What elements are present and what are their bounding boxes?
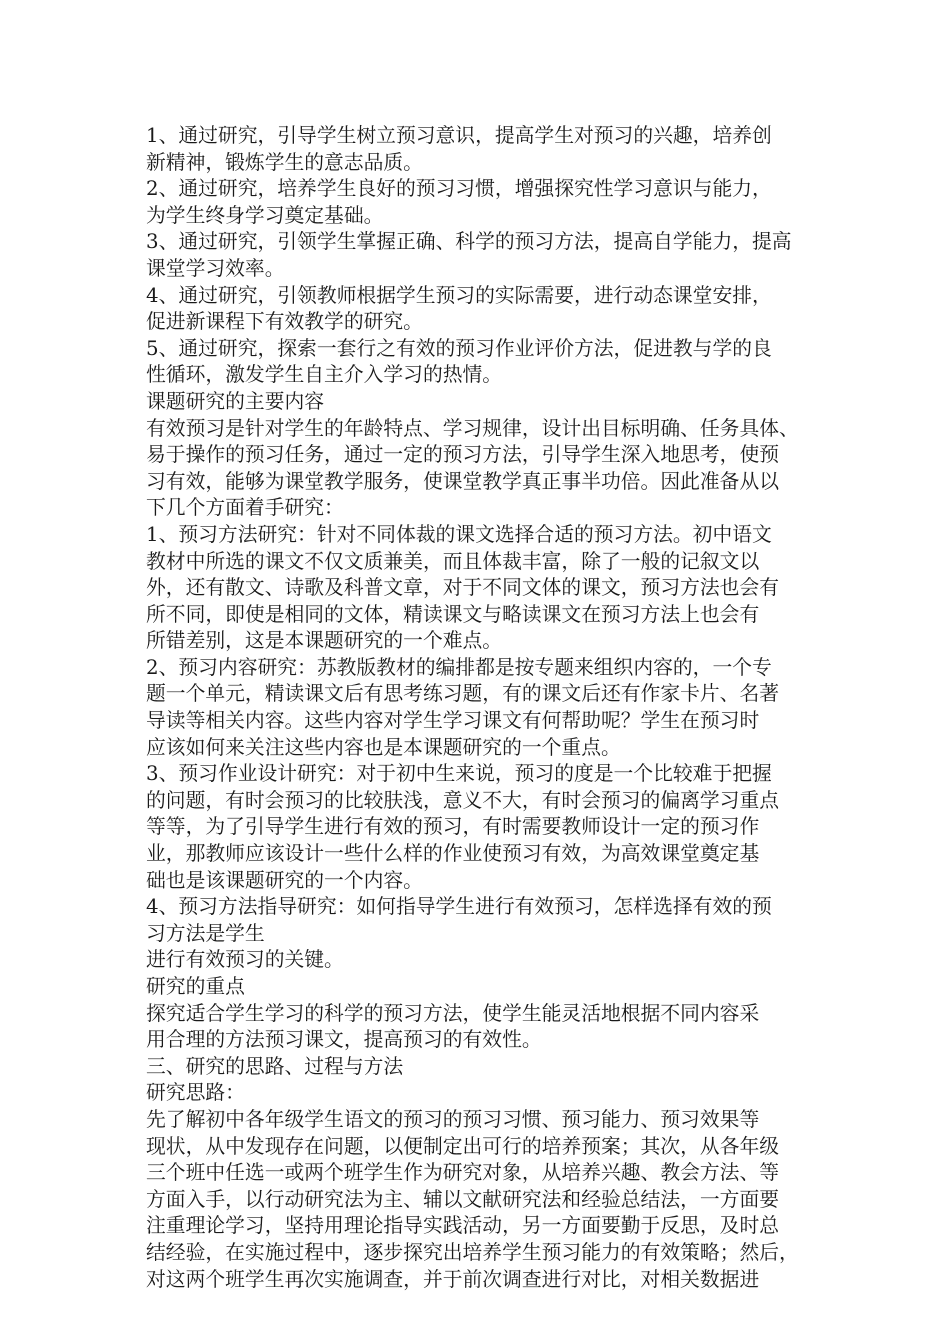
text-line: 所不同，即使是相同的文体，精读课文与略读课文在预习方法上也会有 xyxy=(146,602,760,626)
text-line: 研究的重点 xyxy=(146,975,245,998)
text-line: 促进新课程下有效教学的研究。 xyxy=(146,310,423,334)
text-line: 易于操作的预习任务，通过一定的预习方法，引导学生深入地思考，使预 xyxy=(146,443,780,467)
text-line: 探究适合学生学习的科学的预习方法，使学生能灵活地根据不同内容采 xyxy=(146,1001,760,1025)
text-line: 4、通过研究，引领教师根据学生预习的实际需要，进行动态课堂安排， xyxy=(146,283,772,307)
text-line: 4、预习方法指导研究：如何指导学生进行有效预习，怎样选择有效的预 xyxy=(146,895,772,919)
text-line: 2、通过研究，培养学生良好的预习习惯，增强探究性学习意识与能力， xyxy=(146,177,772,201)
text-line: 性循环，激发学生自主介入学习的热情。 xyxy=(146,363,503,387)
text-line: 三、研究的思路、过程与方法 xyxy=(146,1054,404,1078)
text-line: 的问题，有时会预习的比较肤浅，意义不大，有时会预习的偏离学习重点 xyxy=(146,788,780,812)
text-line: 方面入手，以行动研究法为主、辅以文献研究法和经验总结法，一方面要 xyxy=(146,1187,780,1211)
text-line: 等等，为了引导学生进行有效的预习，有时需要教师设计一定的预习作 xyxy=(146,815,760,839)
text-line: 下几个方面着手研究： xyxy=(146,496,344,520)
text-line: 用合理的方法预习课文，提高预习的有效性。 xyxy=(146,1028,542,1052)
text-line: 础也是该课题研究的一个内容。 xyxy=(146,868,423,892)
text-line: 2、预习内容研究：苏教版教材的编排都是按专题来组织内容的，一个专 xyxy=(146,655,772,679)
text-line: 研究思路： xyxy=(146,1081,245,1105)
text-line: 现状，从中发现存在问题，以便制定出可行的培养预案；其次，从各年级 xyxy=(146,1134,780,1158)
text-line: 注重理论学习，坚持用理论指导实践活动，另一方面要勤于反思，及时总 xyxy=(146,1214,780,1238)
text-line: 教材中所选的课文不仅文质兼美，而且体裁丰富，除了一般的记叙文以 xyxy=(146,549,760,573)
text-line: 有效预习是针对学生的年龄特点、学习规律，设计出目标明确、任务具体、 xyxy=(146,416,799,440)
text-line: 习方法是学生 xyxy=(146,921,265,945)
text-line: 1、预习方法研究：针对不同体裁的课文选择合适的预习方法。初中语文 xyxy=(146,522,772,546)
text-line: 课题研究的主要内容 xyxy=(146,389,325,413)
text-line: 结经验，在实施过程中，逐步探究出培养学生预习能力的有效策略；然后， xyxy=(146,1240,799,1264)
text-line: 习有效，能够为课堂教学服务，使课堂教学真正事半功倍。因此准备从以 xyxy=(146,469,780,493)
text-line: 三个班中任选一或两个班学生作为研究对象，从培养兴趣、教会方法、等 xyxy=(146,1161,780,1185)
text-line: 进行有效预习的关键。 xyxy=(146,948,344,972)
text-line: 为学生终身学习奠定基础。 xyxy=(146,203,384,227)
text-line: 5、通过研究，探索一套行之有效的预习作业评价方法，促进教与学的良 xyxy=(146,336,772,360)
text-line: 新精神，锻炼学生的意志品质。 xyxy=(146,150,423,174)
text-line: 应该如何来关注这些内容也是本课题研究的一个重点。 xyxy=(146,735,621,759)
text-line: 外，还有散文、诗歌及科普文章，对于不同文体的课文，预习方法也会有 xyxy=(146,576,780,600)
text-line: 导读等相关内容。这些内容对学生学习课文有何帮助呢？学生在预习时 xyxy=(146,709,760,733)
text-line: 所错差别，这是本课题研究的一个难点。 xyxy=(146,629,503,653)
text-line: 课堂学习效率。 xyxy=(146,256,285,280)
text-line: 对这两个班学生再次实施调查，并于前次调查进行对比，对相关数据进 xyxy=(146,1267,760,1291)
text-line: 题一个单元，精读课文后有思考练习题，有的课文后还有作家卡片、名著 xyxy=(146,682,780,706)
text-line: 1、通过研究，引导学生树立预习意识，提高学生对预习的兴趣，培养创 xyxy=(146,124,772,147)
text-line: 3、通过研究，引领学生掌握正确、科学的预习方法，提高自学能力，提高 xyxy=(146,230,792,254)
document-body xyxy=(146,123,822,1293)
text-line: 业，那教师应该设计一些什么样的作业使预习有效，为高效课堂奠定基 xyxy=(146,842,760,866)
text-line: 3、预习作业设计研究：对于初中生来说，预习的度是一个比较难于把握 xyxy=(146,762,772,786)
text-line: 先了解初中各年级学生语文的预习的预习习惯、预习能力、预习效果等 xyxy=(146,1107,760,1131)
